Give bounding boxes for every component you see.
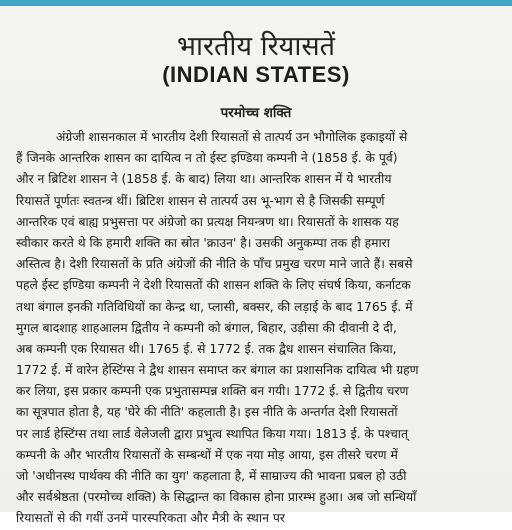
paragraph-line: पहले ईस्ट इण्डिया कम्पनी ने देशी रियासतों की शासन शक्ति के लिए संघर्ष किया, कर्नाटक [16,278,411,293]
paragraph-line: अंग्रेजी शासनकाल में भारतीय देशी रियासतों से तात्पर्य उन भौगोलिक इकाइयों से [56,130,408,144]
paragraph-line: 1772 ई. में वारेन हेस्टिंग्स ने द्वैध शासन समाप्त कर बंगाल का प्रशासनिक दायित्व भी ग्रहण [16,363,419,378]
section-heading: परमोच्च शक्ति [220,105,292,121]
chapter-title-hindi: भारतीय रियासतें [177,31,335,62]
paragraph-line: का सूत्रपात होता है, यह 'घेरे की नीति' कहलाती है। इस नीति के अन्तर्गत देशी रियासतों [16,405,398,420]
paragraph-line: अस्तित्व है। देशी रियासतों के प्रति अंग्रेजों की नीति के पाँच प्रमुख चरण माने जाते हैं। सबसे [16,257,413,272]
paragraph-line: आन्तरिक एवं बाह्य प्रभुसत्ता पर अंग्रेजो का प्रत्यक्ष नियन्त्रण था। रियासतों के शासक यह [16,214,399,229]
chapter-title-english: (INDIAN STATES) [162,62,350,87]
body-paragraph [16,127,504,530]
paragraph-line: रियासतें पूर्णतः स्वतन्त्र थीं। ब्रिटिश शासन से तात्पर्य उस भू-भाग से है जिसकी सम्पूर्ण [16,193,385,208]
paragraph-line: अब कम्पनी एक रियासत थी। 1765 ई. से 1772 ई. तक द्वैध शासन संचालित किया, [16,341,397,356]
paragraph-line: पर लार्ड हेस्टिंग्स तथा लार्ड वेलेजली द्वारा प्रभुत्व स्थापित किया गया। 1813 ई. के पश्चात् [16,426,408,441]
paragraph-line: हैं जिनके आन्तरिक शासन का दायित्व न तो ईस्ट इण्डिया कम्पनी ने (1858 ई. के पूर्व) [16,151,398,166]
paragraph-line: रियासतों से की गयीं उनमें पारस्परिकता और मैत्री के स्थान पर [16,511,285,526]
paragraph-line: कर लिया, इस प्रकार कम्पनी एक प्रभुतासम्पन्न शक्ति बन गयी। 1772 ई. से द्वितीय चरण [16,384,409,399]
paragraph-line: कम्पनी के और भारतीय रियासतों के सम्बन्धों में एक नया मोड़ आया, इस तीसरे चरण में [16,447,398,462]
paragraph-line: जो 'अधीनस्थ पार्थक्य की नीति का युग' कहलाता है, में साम्राज्य की भावना प्रबल हो उठी [16,469,407,483]
paragraph-line: और न ब्रिटिश शासन ने (1858 ई. के बाद) लिया था। आन्तरिक शासन में ये भारतीय [16,172,392,187]
paragraph-line: तथा बंगाल इनकी गतिविधियों का केन्द्र था, प्लासी, बक्सर, की लड़ाई के बाद 1765 ई. में [16,299,413,314]
paragraph-line: मुगल बादशाह शाहआलम द्वितीय ने कम्पनी को बंगाल, बिहार, उड़ीसा की दीवानी दे दी, [16,320,397,335]
paragraph-line: और सर्वश्रेष्ठता (परमोच्च शक्ति) के सिद्धान्त का विकास होना प्रारम्भ हुआ। अब जो सन्धियाँ [16,490,417,505]
paragraph-line: स्वीकार करते थे कि हमारी शक्ति का स्रोत 'क्राउन' है। उसकी अनुकम्पा तक ही हमारा [16,235,390,250]
